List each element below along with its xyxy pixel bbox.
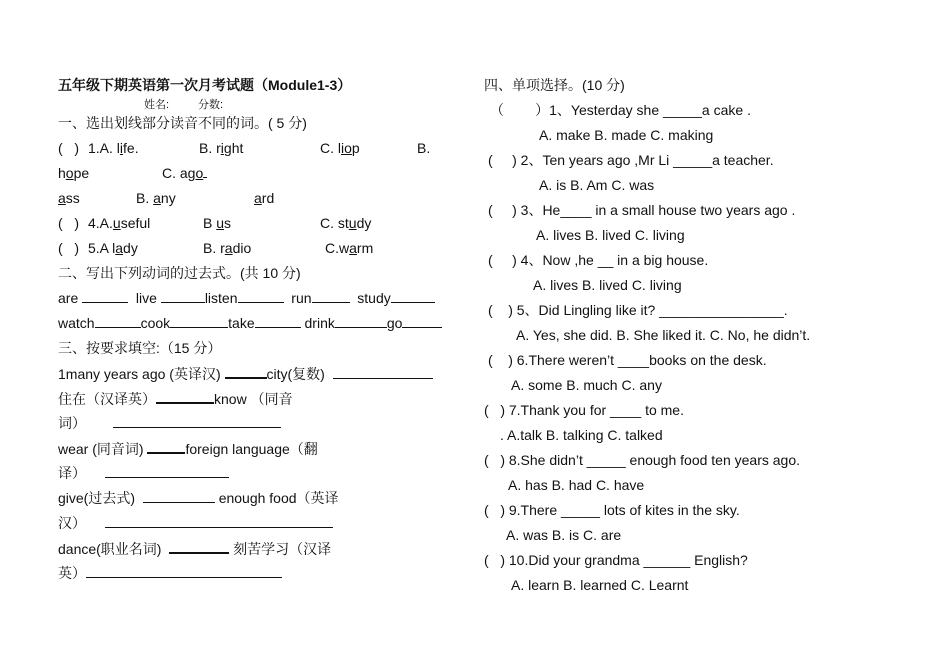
section1-heading: 一、选出划线部分读音不同的词。( 5 分) — [58, 115, 307, 131]
s3-item2-cont: 词） — [58, 414, 281, 432]
mc-q8-options: A. has B. had C. have — [508, 477, 645, 493]
mc-q3-options: A. lives B. lived C. living — [536, 227, 685, 243]
mc-q6: ( ) 6.There weren’t ____books on the desk. — [488, 352, 767, 368]
mc-q5: ( ) 5、Did Lingling like it? ________________. — [488, 302, 788, 318]
s1-q1-option-b: B. right — [199, 140, 244, 156]
section2-heading: 二、写出下列动词的过去式。(共 10 分) — [58, 265, 301, 281]
s2-row2: watch cook take drink go — [58, 314, 442, 332]
s3-item3-cont: 译） — [58, 464, 229, 482]
mc-q3: ( ) 3、He____ in a small house two years ago . — [488, 202, 796, 218]
mc-q6-options: A. some B. much C. any — [511, 377, 662, 393]
s1-q5-option-a: 5.A lady — [88, 240, 138, 256]
s1-q4-paren: ( ) — [58, 215, 79, 231]
mc-q2-options: A. is B. Am C. was — [539, 177, 655, 193]
mc-q8: ( ) 8.She didn’t _____ enough food ten years ago. — [484, 452, 801, 468]
s1-q4-option-c: C. study — [320, 215, 372, 231]
exam-title: 五年级下期英语第一次月考试题（Module1-3） — [58, 77, 352, 93]
mc-q7-options: . A.talk B. talking C. talked — [500, 427, 663, 443]
mc-q4-options: A. lives B. lived C. living — [533, 277, 682, 293]
score-label: 分数: — [198, 99, 224, 111]
mc-q9-options: A. was B. is C. are — [506, 527, 622, 543]
s1-q2-option-b: C. ago — [162, 164, 207, 182]
name-label: 姓名: — [144, 99, 170, 111]
section4-heading: 四、单项选择。(10 分) — [484, 77, 625, 93]
mc-q10-options: A. learn B. learned C. Learnt — [511, 577, 689, 593]
mc-q2: ( ) 2、Ten years ago ,Mr Li _____a teacher. — [488, 152, 774, 168]
s1-q5-paren: ( ) — [58, 240, 79, 256]
s1-q3-option-a: ass — [58, 190, 80, 206]
mc-q9: ( ) 9.There _____ lots of kites in the sky. — [484, 502, 740, 518]
s3-item4-cont: 汉） — [58, 514, 333, 532]
s1-q3-option-b: B. any — [136, 190, 176, 206]
s1-q5-option-c: C.warm — [325, 240, 374, 256]
mc-q1: （ ）1、Yesterday she _____a cake . — [490, 102, 751, 118]
section3-heading: 三、按要求填空:（15 分） — [58, 340, 222, 356]
mc-q5-options: A. Yes, she did. B. She liked it. C. No, he didn’t. — [516, 327, 811, 343]
s1-q3-option-c: ard — [254, 190, 275, 206]
s1-q2-paren: B. — [417, 140, 431, 156]
s3-item5: dance(职业名词) 刻苦学习（汉译 — [58, 541, 332, 557]
s3-item3: wear (同音词) foreign language（翻 — [58, 441, 318, 457]
s1-q2-option-a: hope — [58, 165, 90, 181]
s1-q4-option-b: B us — [203, 215, 232, 231]
s1-q4-option-a: 4.A.useful — [88, 215, 151, 231]
s3-item4: give(过去式) enough food（英译 — [58, 490, 339, 506]
s2-row1: are live listen run study — [58, 289, 435, 307]
s3-item5-cont: 英） — [58, 564, 282, 582]
mc-q10: ( ) 10.Did your grandma ______ English? — [484, 552, 748, 568]
s3-item2: 住在（汉译英） know （同音 — [58, 391, 293, 407]
s1-q1-option-c: C. liop — [320, 140, 360, 156]
s3-item1: 1many years ago (英译汉) city(复数) — [58, 364, 433, 383]
s1-q1-option-a: 1.A. life. — [88, 140, 139, 156]
mc-q4: ( ) 4、Now ,he __ in a big house. — [488, 252, 709, 268]
s1-q1-paren: ( ) — [58, 140, 79, 156]
mc-q7: ( ) 7.Thank you for ____ to me. — [484, 402, 684, 418]
mc-q1-options: A. make B. made C. making — [539, 127, 714, 143]
s1-q5-option-b: B. radio — [203, 240, 252, 256]
